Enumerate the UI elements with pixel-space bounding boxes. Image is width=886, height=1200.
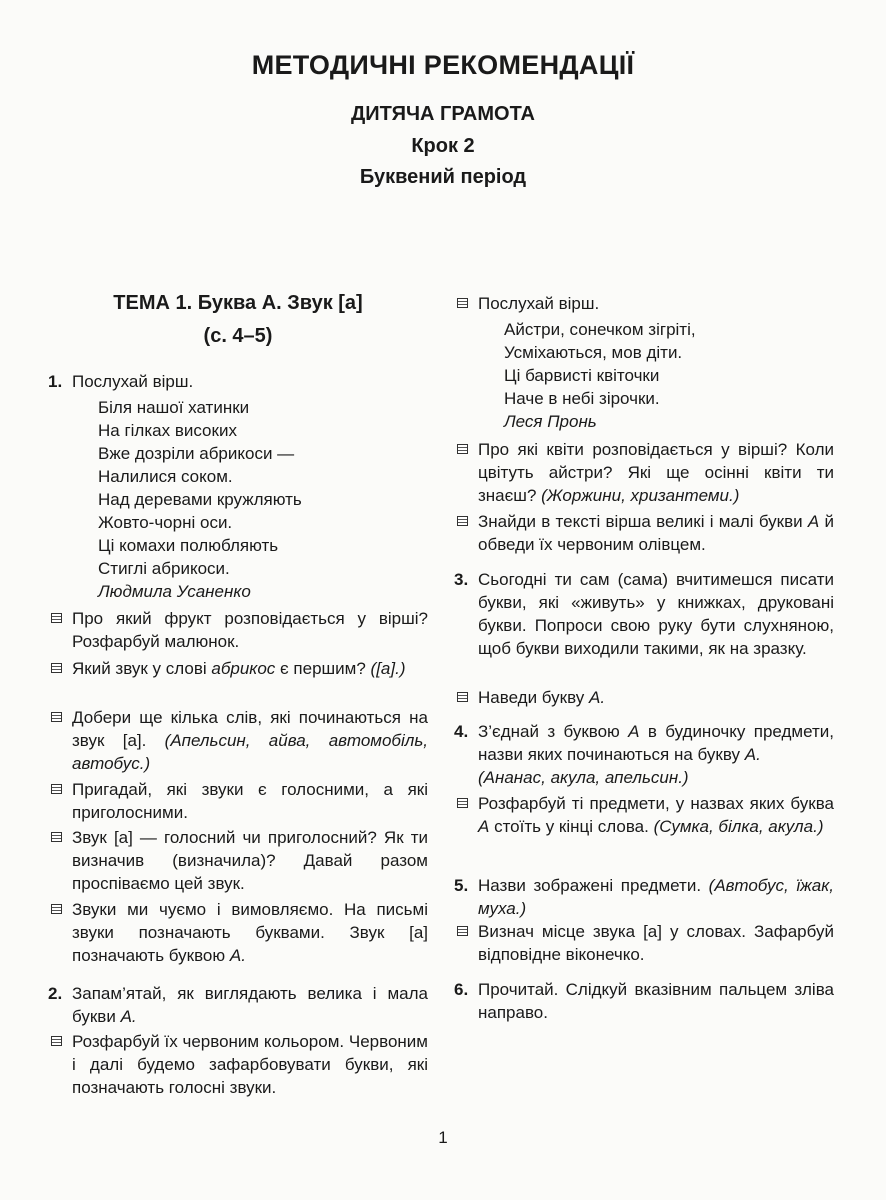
notebook-icon: [51, 904, 62, 914]
question: [48, 826, 428, 895]
task-text: Послухай вірш.: [72, 372, 194, 391]
notebook-icon: [457, 516, 468, 526]
task-text: Прочитай. Слідкуй вказівним пальцем зліва направо.: [478, 980, 834, 1022]
notebook-icon: [457, 926, 468, 936]
task-text: Назви зображені предмети.: [478, 876, 709, 895]
question: [48, 657, 428, 680]
question-text: Звук [а] — голосний чи приголосний? Як ти визначив (визначила)? Давай разом проспіваємо цей звук.: [72, 828, 428, 893]
answer: (Сумка, білка, акула.): [653, 817, 824, 836]
task-number: 4.: [454, 722, 469, 741]
task-3: [454, 568, 834, 660]
notebook-icon: [51, 1036, 62, 1046]
poem-line: Усміхаються, мов діти.: [504, 343, 683, 362]
answer: (Апельсин, айва, автомобіль, автобус.): [72, 731, 428, 773]
question-text: стоїть у кінці слова.: [489, 817, 654, 836]
letter: А.: [588, 688, 606, 707]
notebook-icon: [51, 613, 62, 623]
question-text: й обведи їх червоним олівцем.: [478, 512, 834, 554]
question-text: Про який фрукт розповідається у вірші? Розфарбуй малюнок.: [72, 609, 428, 651]
question-text: Наведи букву: [478, 688, 589, 707]
section-title: ДИТЯЧА ГРАМОТА: [351, 103, 535, 125]
poem-line: Ці барвисті квіточки: [504, 366, 660, 385]
letter: А: [628, 722, 640, 741]
letter: А: [807, 512, 820, 531]
notebook-icon: [457, 444, 468, 454]
answer: (Ананас, акула, апельсин.): [478, 768, 689, 787]
poem-line: Налилися соком.: [98, 467, 233, 486]
question-text: Пригадай, які звуки є голосними, а які приголосними.: [72, 780, 428, 822]
topic-title: ТЕМА 1. Буква А. Звук [а]: [113, 292, 363, 314]
topic-pages: (с. 4–5): [203, 325, 273, 347]
question: [454, 292, 834, 315]
question-text: є першим?: [275, 659, 371, 678]
question-text: Про які квіти розповідається у вірші? Коли цвітуть айстри? Які ще осінні квіти ти знаєш?: [478, 440, 834, 505]
poem-line: На гілках високих: [98, 421, 237, 440]
question: [48, 607, 428, 653]
poem-line: Стиглі абрикоси.: [98, 559, 230, 578]
task-6: [454, 978, 834, 1024]
question-text: Послухай вірш.: [478, 294, 600, 313]
poem-line: Вже дозріли абрикоси —: [98, 444, 295, 463]
poem-line: Наче в небі зірочки.: [504, 389, 660, 408]
answer: ([а].): [370, 659, 406, 678]
question-text: Визнач місце звука [а] у словах. Зафарбуй відповідне віконечко.: [478, 922, 834, 964]
page-title: МЕТОДИЧНІ РЕКОМЕНДАЦІЇ: [251, 50, 635, 80]
question: [454, 438, 834, 507]
task-number: 5.: [454, 876, 469, 895]
notebook-icon: [457, 298, 468, 308]
poem-line: Айстри, сонечком зігріті,: [504, 320, 696, 339]
answer: (Автобус, їжак, муха.): [478, 876, 834, 918]
task-2: [48, 982, 428, 1028]
notebook-icon: [51, 712, 62, 722]
question: [454, 792, 834, 838]
question-text: Розфарбуй їх червоним кольором. Червоним і далі будемо зафарбовувати букви, які позначають голосні звуки.: [72, 1032, 428, 1097]
task-text: Запам’ятай, як виглядають велика і мала букви: [72, 984, 428, 1026]
question-word: абрикос: [211, 659, 276, 678]
notebook-icon: [51, 784, 62, 794]
question-text: Знайди в тексті вірша великі і малі букви: [478, 512, 808, 531]
task-5: [454, 874, 834, 920]
task-text: Сьогодні ти сам (сама) вчитимешся писати букви, які «живуть» у книжках, друковані букви. Попроси свою руку бути слухняною, щоб букви виходили такими, як на зразку.: [478, 570, 834, 658]
question-text: Який звук у слові: [72, 659, 212, 678]
task-1: [48, 370, 428, 393]
task-number: 6.: [454, 980, 469, 999]
letter: А.: [744, 745, 761, 764]
question: [454, 920, 834, 966]
task-text: З’єднай з буквою: [478, 722, 629, 741]
question: [48, 1030, 428, 1099]
poem-line: Над деревами кружляють: [98, 490, 302, 509]
poem: [504, 318, 824, 433]
question: [454, 510, 834, 556]
task-number: 3.: [454, 570, 469, 589]
poem-line: Біля нашої хатинки: [98, 398, 250, 417]
question: [454, 686, 834, 709]
question-text: Добери ще кілька слів, які починаються на звук [а].: [72, 708, 428, 750]
poem: [98, 396, 418, 603]
question: [48, 706, 428, 775]
question: [48, 778, 428, 824]
notebook-icon: [51, 832, 62, 842]
letter: А.: [229, 946, 246, 965]
step-title: Крок 2: [411, 135, 475, 157]
period-title: Буквений період: [359, 166, 527, 188]
letter: А.: [120, 1007, 137, 1026]
page-number: 1: [438, 1128, 448, 1147]
notebook-icon: [51, 663, 62, 673]
poem-author: Леся Пронь: [504, 412, 597, 431]
task-number: 2.: [48, 984, 63, 1003]
letter: А: [478, 817, 490, 836]
task-number: 1.: [48, 372, 63, 391]
question: [48, 898, 428, 967]
task-text: в будиночку предмети, назви яких починаються на букву: [478, 722, 834, 764]
notebook-icon: [457, 692, 468, 702]
answer: (Жоржини, хризантеми.): [541, 486, 740, 505]
task-4: [454, 720, 834, 789]
poem-line: Жовто-чорні оси.: [98, 513, 233, 532]
poem-line: Ці комахи полюбляють: [98, 536, 279, 555]
question-text: Звуки ми чуємо і вимовляємо. На письмі звуки позначають буквами. Звук [а] позначають буквою: [72, 900, 428, 965]
notebook-icon: [457, 798, 468, 808]
question-text: Розфарбуй ті предмети, у назвах яких буква: [478, 794, 834, 813]
poem-author: Людмила Усаненко: [98, 582, 251, 601]
